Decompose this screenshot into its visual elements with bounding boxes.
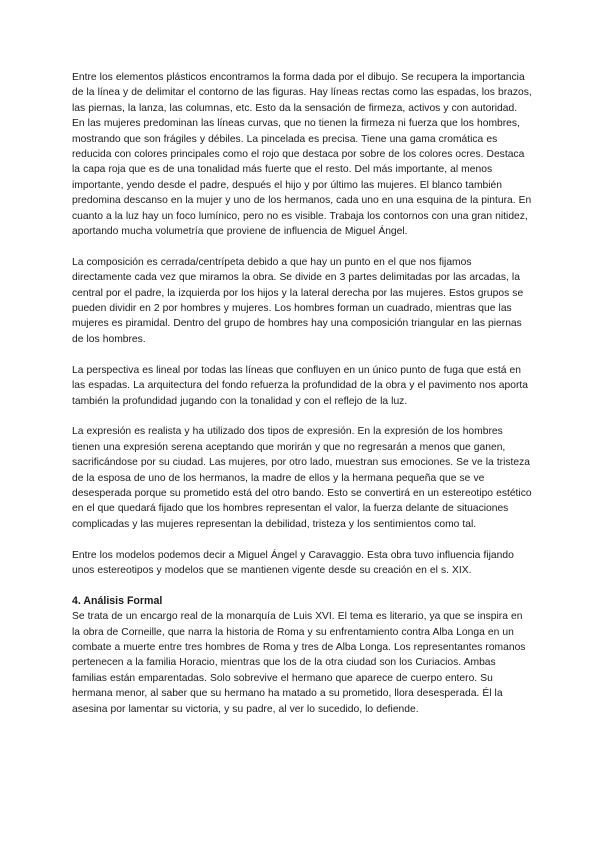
paragraph-plastic-elements: Entre los elementos plásticos encontramos la forma dada por el dibujo. Se recupera la importancia de la línea y de delimitar el contorno de las figuras. Hay líneas rectas como las espadas, los brazos, las piernas, la lanza, las columnas, etc. Esto da la sensación de firmeza, activos y con autoridad. En las mujeres predominan las líneas curvas, que no tienen la firmeza ni fuerza que los hombres, mostrando que son frágiles y débiles. La pincelada es precisa. Tiene una gama cromática es reducida con colores principales como el rojo que destaca por sobre de los colores ocres. Destaca la capa roja que es de una tonalidad más fuerte que el resto. Del más importante, al menos importante, yendo desde el padre, después el hijo y por último las mujeres. El blanco también predomina descanso en la mujer y uno de los hermanos, cada uno en una esquina de la pintura. En cuanto a la luz hay un foco lumínico, pero no es visible. Trabaja los contornos con una gran nitidez, aportando mucha volumetría que proviene de influencia de Miguel Ángel. xyxy=(72,72,532,238)
paragraph-expression: La expresión es realista y ha utilizado dos tipos de expresión. En la expresión de los hombres tienen una expresión serena aceptando que morirán y que no regresarán a menos que ganen, sacrificándose por su ciudad. Las mujeres, por otro lado, muestran sus emociones. Se ve la tristeza de la esposa de uno de los hermanos, la madre de ellos y la hermana pequeña que se ve desesperada porque su prometido está del otro bando. Esto se convertirá en un estereotipo estético en el que quedará fijado que los hombres representan el valor, la fuerza delante de situaciones complicadas y las mujeres representan la debilidad, tristeza y los sentimientos como tal. xyxy=(72,426,532,530)
paragraph-perspective: La perspectiva es lineal por todas las líneas que confluyen en un único punto de fuga que está en las espadas. La arquitectura del fondo refuerza la profundidad de la obra y el pavimento nos aporta también la profundidad jugando con la tonalidad y con el reflejo de la luz. xyxy=(72,364,528,407)
paragraph-formal-analysis: Se trata de un encargo real de la monarquía de Luis XVI. El tema es literario, ya que se inspira en la obra de Corneille, que narra la historia de Roma y su enfrentamiento contra Alba Longa en un combate a muerte entre tres hombres de Roma y tres de Alba Longa. Los representantes romanos pertenecen a la familia Horacio, mientras que los de la otra ciudad son los Curiacios. Ambas familias están emparentadas. Solo sobrevive el hermano que aparece de cuerpo entero. Su hermana menor, al saber que su hermano ha matado a su prometido, llora desesperada. Él la asesina por lamentar su victoria, y su padre, al ver lo sucedido, lo defiende. xyxy=(72,611,526,715)
paragraph-composition: La composición es cerrada/centrípeta debido a que hay un punto en el que nos fijamos directamente cada vez que miramos la obra. Se divide en 3 partes delimitadas por las arcadas, la central por el padre, la izquierda por los hijos y la lateral derecha por las mujeres. Estos grupos se pueden dividir en 2 por hombres y mujeres. Los hombres forman un cuadrado, mientras que las mujeres es piramidal. Dentro del grupo de hombres hay una composición triangular en las piernas de los hombres. xyxy=(72,256,524,345)
paragraph-models: Entre los modelos podemos decir a Miguel Ángel y Caravaggio. Esta obra tuvo influencia fijando unos estereotipos y modelos que se mantienen vigente desde su creación en el s. XIX. xyxy=(72,549,514,576)
section-heading: 4. Análisis Formal xyxy=(72,594,163,607)
